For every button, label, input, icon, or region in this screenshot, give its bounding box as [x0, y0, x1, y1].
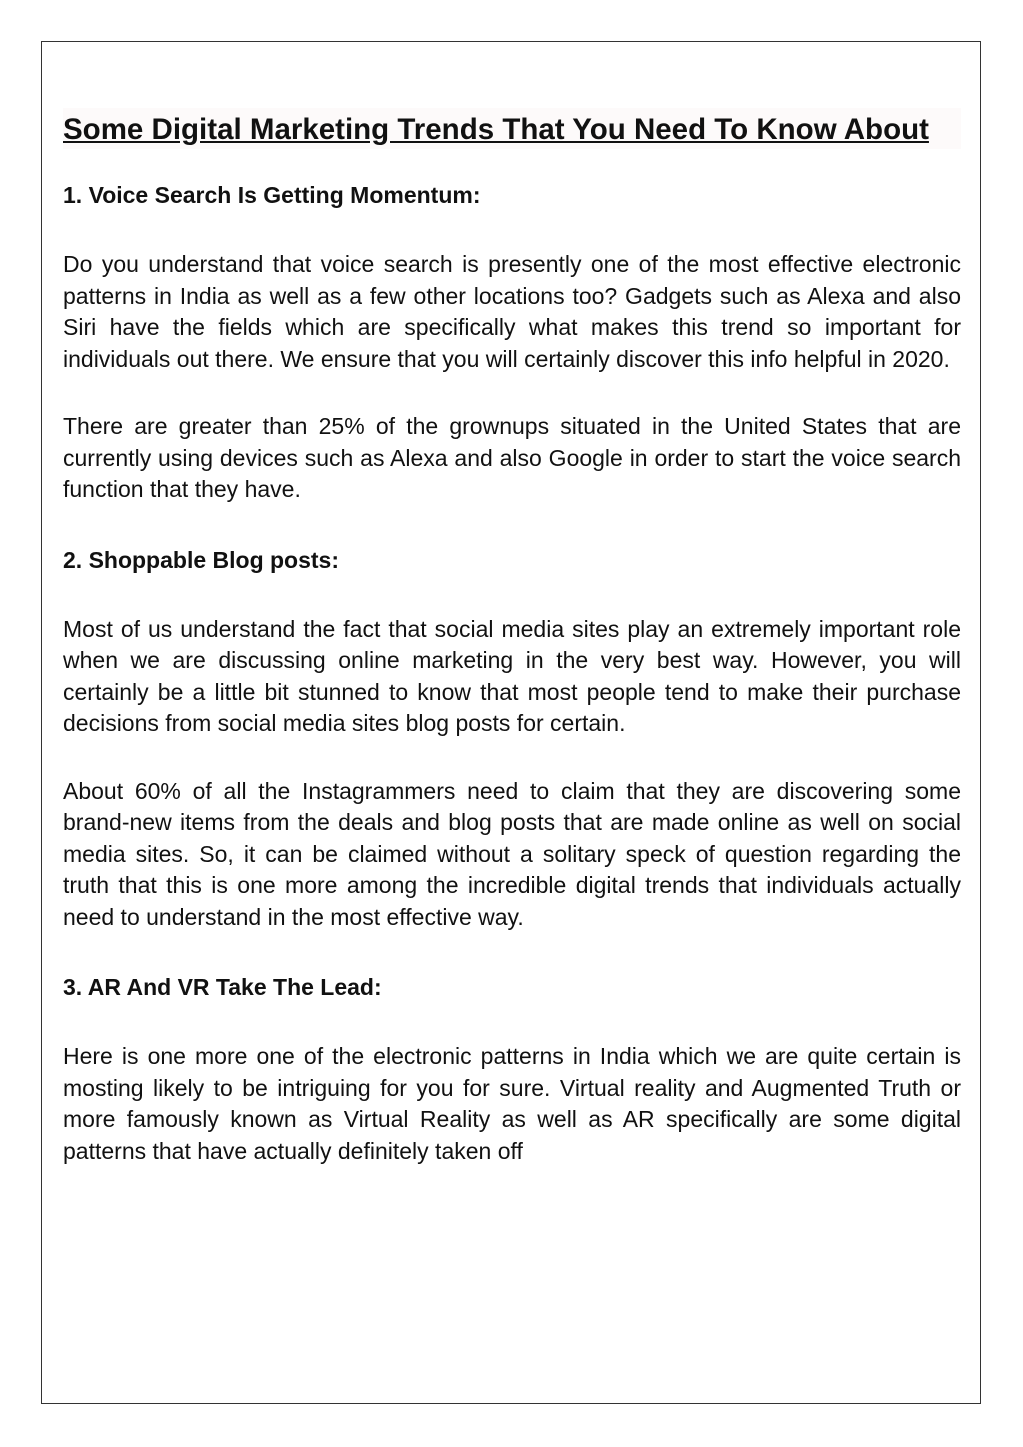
- section-heading-ar-vr: 3. AR And VR Take The Lead:: [63, 974, 382, 1000]
- document-title: Some Digital Marketing Trends That You Need To Know About: [63, 108, 961, 149]
- paragraph: There are greater than 25% of the grownups situated in the United States that are currently using devices such as Alexa and also Google in order to start the voice search function that they have.: [63, 413, 961, 502]
- section-heading-shoppable-blog-posts: 2. Shoppable Blog posts:: [63, 546, 340, 573]
- paragraph: Here is one more one of the electronic patterns in India which we are quite certain is mosting likely to be intriguing for you for sure. Virtual reality and Augmented Truth or more famously known as Virtual Reality as well as AR specifically are some digital patterns that have actually definitely taken off: [63, 1043, 961, 1164]
- paragraph: Most of us understand the fact that social media sites play an extremely important role when we are discussing online marketing in the very best way. However, you will certainly be a little bit stunned to know that most people tend to make their purchase decisions from social media sites blog posts for certain.: [63, 615, 961, 736]
- paragraph: Do you understand that voice search is presently one of the most effective electronic patterns in India as well as a few other locations too? Gadgets such as Alexa and also Siri have the fields which are specifically what makes this trend so important for individuals out there. We ensure that you will certainly discover this info helpful in 2020.: [63, 251, 961, 372]
- section-heading-voice-search: 1. Voice Search Is Getting Momentum:: [63, 182, 481, 208]
- paragraph: About 60% of all the Instagrammers need to claim that they are discovering some brand-new items from the deals and blog posts that are made online as well on social media sites. So, it can be claimed without a solitary speck of question regarding the truth that this is one more among the incredible digital trends that individuals actually need to understand in the most effective way.: [63, 777, 961, 930]
- document-body: [63, 108, 961, 1167]
